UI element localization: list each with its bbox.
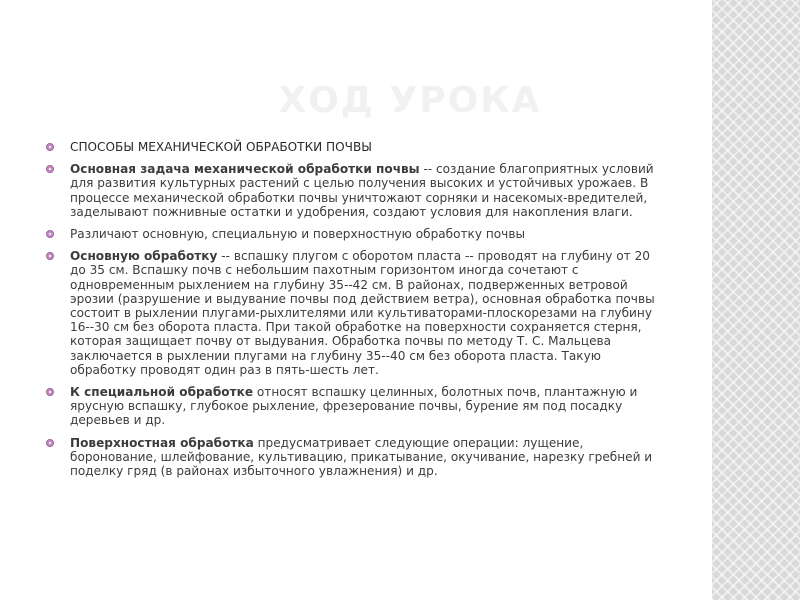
slide-title: ХОД УРОКА [278,80,542,121]
list-item [46,140,666,154]
decorative-side-band [712,0,800,600]
circle-bullet-icon [46,388,54,396]
item-lead: Основную обработку [70,249,218,264]
circle-bullet-icon [46,252,54,260]
circle-bullet-icon [46,230,54,238]
bullet-list [46,140,666,478]
list-item [46,162,666,219]
item-lead: К специальной обработке [70,385,254,400]
circle-bullet-icon [46,143,54,151]
list-item [46,227,666,241]
item-text: -- создание благоприятных условий для развития культурных растений с целью получения высоких и устойчивых урожаев. В процессе механической обработки почвы уничтожают сорняки и насекомых-вредителей, заделывают пожнивные остатки и удобрения, создают условия для накопления влаги. [70,162,654,219]
circle-bullet-icon [46,439,54,447]
list-item [46,385,666,428]
section-heading: СПОСОБЫ МЕХАНИЧЕСКОЙ ОБРАБОТКИ ПОЧВЫ [70,140,372,154]
item-text: -- вспашку плугом с оборотом пласта -- проводят на глубину от 20 до 35 см. Вспашку почв с небольшим пахотным горизонтом иногда сочетают с одновременным рыхлением на глубину 35--42 см. В районах, подверженных ветровой эрозии (разрушение и выдувание почвы под действием ветра), основная обработка почвы состоит в рыхлении плугами-рыхлителями или культиваторами-плоскорезами на глубину 16--30 см без оборота пласта. При такой обработке на поверхности сохраняется стерня, которая защищает почву от выдувания. Обработка почвы по методу Т. С. Мальцева заключается в рыхлении плугами на глубину 35--40 см без оборота пласта. Такую обработку проводят один раз в пять-шесть лет. [70,249,655,377]
item-lead: Поверхностная обработка [70,435,254,450]
item-text: предусматривает следующие операции: лущение, боронование, шлейфование, культивацию, прикатывание, окучивание, нарезку гребней и поделку гряд (в районах избыточного увлажнения) и др. [70,435,653,479]
slide-content [46,140,666,486]
item-text: относят вспашку целинных, болотных почв, плантажную и ярусную вспашку, глубокое рыхление, фрезерование почвы, бурение ям под посадку деревьев и др. [70,385,638,428]
item-lead: Основная задача механической обработки почвы [70,162,420,177]
list-item [46,436,666,479]
list-item [46,249,666,377]
item-text: Различают основную, специальную и поверхностную обработку почвы [70,227,525,242]
circle-bullet-icon [46,165,54,173]
